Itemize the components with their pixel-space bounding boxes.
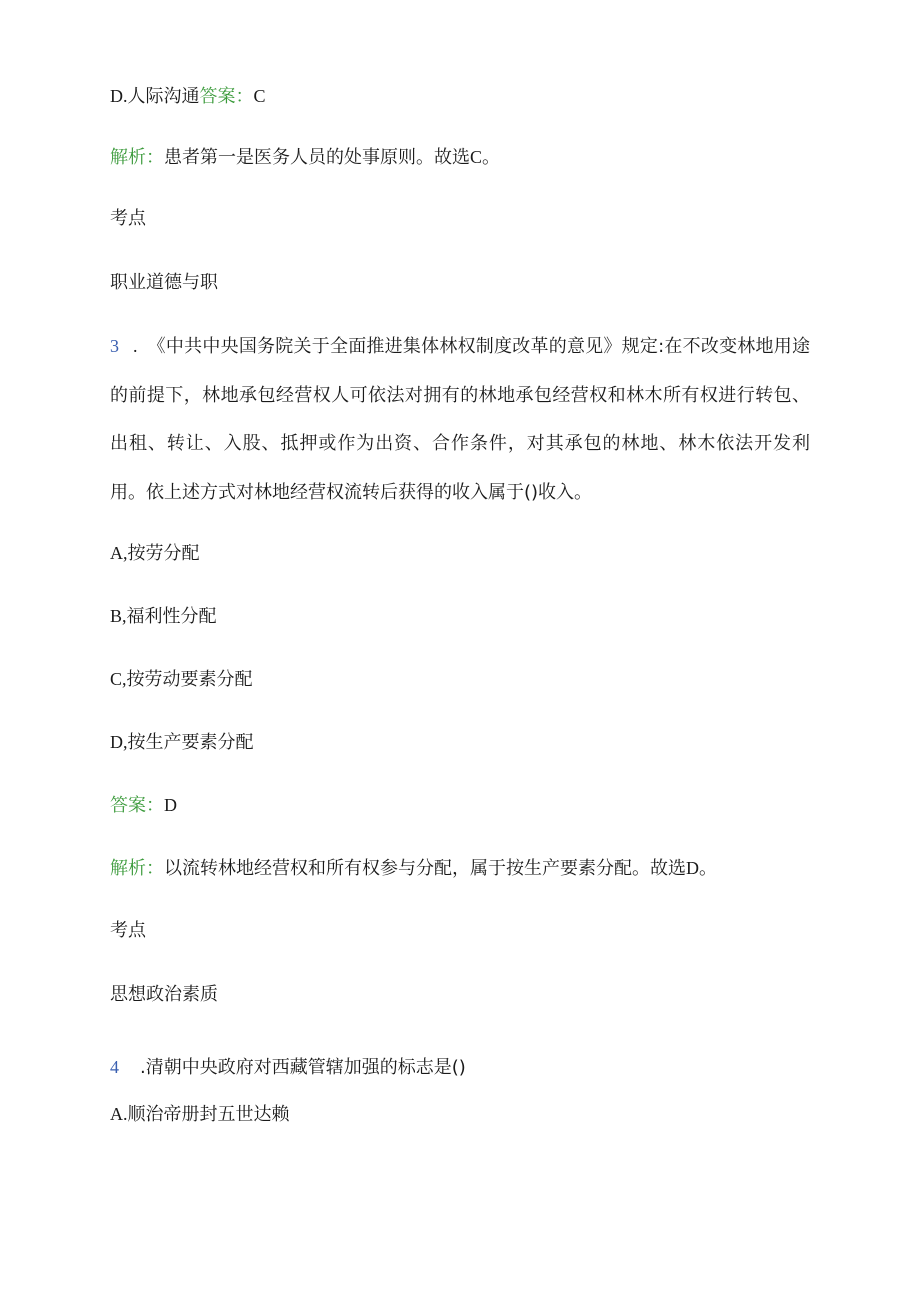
analysis-label: 解析： bbox=[110, 147, 164, 168]
answer-value: C bbox=[253, 86, 266, 106]
q3-option-c bbox=[110, 667, 253, 692]
option-letter: D. bbox=[110, 86, 128, 106]
q2-analysis bbox=[110, 145, 500, 170]
option-letter: A. bbox=[110, 1104, 128, 1124]
q2-point-label: 考点 bbox=[110, 208, 146, 229]
q3-option-a bbox=[110, 541, 200, 566]
analysis-label: 解析： bbox=[110, 858, 164, 879]
question-text: .清朝中央政府对西藏管辖加强的标志是() bbox=[140, 1057, 466, 1078]
answer-value: D bbox=[164, 795, 177, 815]
option-letter: A, bbox=[110, 543, 128, 563]
q3-point-label: 考点 bbox=[110, 920, 146, 941]
q3-option-d bbox=[110, 730, 254, 755]
option-text: 按劳动要素分配 bbox=[126, 669, 253, 690]
q3-analysis bbox=[110, 856, 717, 881]
analysis-text: 以流转林地经营权和所有权参与分配，属于按生产要素分配。故选 bbox=[164, 858, 686, 879]
question-number: 3 bbox=[110, 336, 119, 356]
question-text: 《中共中央国务院关于全面推进集体林权制度改革的意见》规定:在不改变林地用途的前提下，林地承包经营权人可依法对拥有的林地承包经营权和林木所有权进行转包、出租、转让、入股、抵押或作为出资、合作条件，对其承包的林地、林木依法开发利用。依上述方式对林地经营权流转后获得的收入属于()收入。 bbox=[110, 336, 810, 503]
question-number: 4 bbox=[110, 1057, 119, 1077]
option-text: 按生产要素分配 bbox=[127, 732, 254, 753]
option-letter: D, bbox=[110, 732, 128, 752]
q3-answer bbox=[110, 793, 177, 818]
analysis-choice: D。 bbox=[686, 858, 717, 878]
option-text: 顺治帝册封五世达赖 bbox=[127, 1104, 290, 1125]
q2-point: 职业道德与职 bbox=[110, 272, 218, 293]
option-letter: B, bbox=[110, 606, 127, 626]
option-text: 人际沟通 bbox=[127, 86, 200, 107]
question-3 bbox=[110, 322, 810, 517]
analysis-choice: C。 bbox=[470, 147, 501, 167]
option-letter: C, bbox=[110, 669, 127, 689]
q3-option-b bbox=[110, 604, 217, 629]
q3-point: 思想政治素质 bbox=[110, 984, 218, 1005]
analysis-text: 患者第一是医务人员的处事原则。故选 bbox=[164, 147, 470, 168]
question-dot: . bbox=[132, 336, 138, 356]
q2-option-d bbox=[110, 84, 266, 109]
q4-option-a bbox=[110, 1102, 290, 1127]
question-4 bbox=[110, 1055, 466, 1080]
answer-label: 答案： bbox=[199, 86, 254, 107]
option-text: 按劳分配 bbox=[127, 543, 200, 564]
answer-label: 答案： bbox=[110, 795, 164, 816]
option-text: 福利性分配 bbox=[126, 606, 217, 627]
